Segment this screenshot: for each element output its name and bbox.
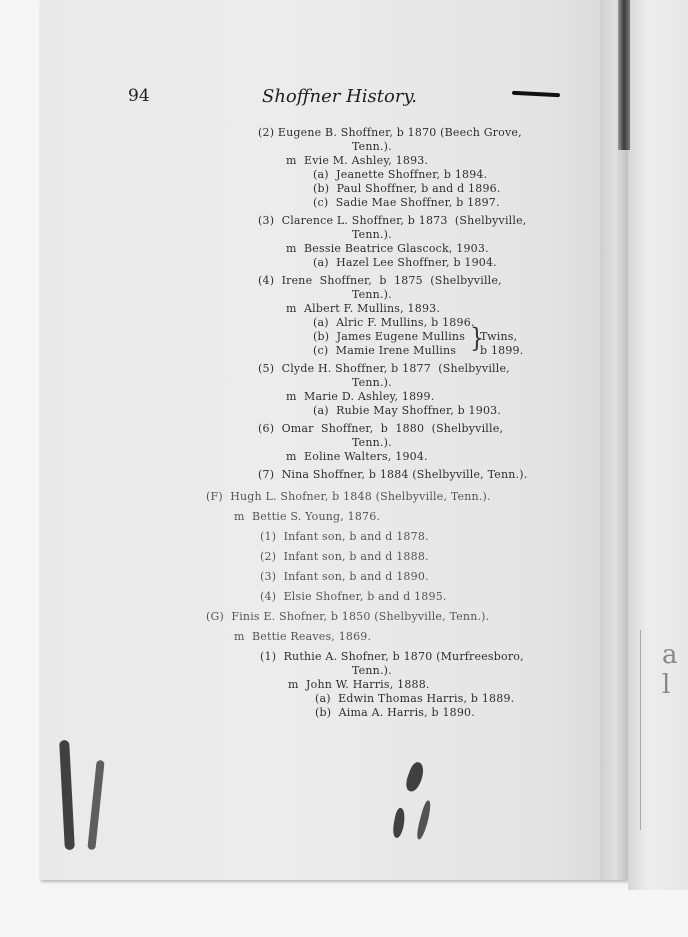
entry-line: (b) James Eugene Mullins [313,330,466,343]
entry-line: Twins, [480,330,518,343]
entry-line: (3) Clarence L. Shoffner, b 1873 (Shelbyville, [258,214,527,227]
entry-line: (G) Finis E. Shofner, b 1850 (Shelbyville, Tenn.). [206,610,490,623]
entry-line: (a) Alric F. Mullins, b 1896. [313,316,475,329]
entry-line: (a) Rubie May Shoffner, b 1903. [313,404,502,417]
entry-line: (1) Ruthie A. Shofner, b 1870 (Murfreesboro, [260,650,524,663]
entry-line: (a) Edwin Thomas Harris, b 1889. [315,692,515,705]
page-number: 94 [128,86,150,106]
entry-line: (6) Omar Shoffner, b 1880 (Shelbyville, [258,422,504,435]
entry-line: m Albert F. Mullins, 1893. [286,302,441,315]
entry-line: (2) Eugene B. Shoffner, b 1870 (Beech Grove, [258,126,522,139]
entry-line: (F) Hugh L. Shofner, b 1848 (Shelbyville, Tenn.). [206,490,491,503]
entry-line: (1) Infant son, b and d 1878. [260,530,429,543]
entry-line: Tenn.). [352,436,392,449]
entry-line: (a) Hazel Lee Shoffner, b 1904. [313,256,497,269]
running-title: Shoffner History. [262,86,417,107]
entry-line: (b) Aima A. Harris, b 1890. [315,706,475,719]
entry-line: m Bettie Reaves, 1869. [234,630,372,643]
entry-line: m Evie M. Ashley, 1893. [286,154,429,167]
entry-line: Tenn.). [352,664,392,677]
book-spine [618,0,630,150]
twins-brace: } [470,323,484,354]
entry-line: (c) Sadie Mae Shoffner, b 1897. [313,196,500,209]
entry-line: (c) Mamie Irene Mullins [313,344,457,357]
entry-line: (4) Irene Shoffner, b 1875 (Shelbyville, [258,274,502,287]
entry-line: (4) Elsie Shofner, b and d 1895. [260,590,447,603]
entry-line: (b) Paul Shoffner, b and d 1896. [313,182,501,195]
entry-line: Tenn.). [352,288,392,301]
entry-line: (a) Jeanette Shoffner, b 1894. [313,168,488,181]
entry-line: (2) Infant son, b and d 1888. [260,550,429,563]
entry-line: (5) Clyde H. Shoffner, b 1877 (Shelbyville, [258,362,510,375]
entry-line: m Marie D. Ashley, 1899. [286,390,435,403]
entry-line: (3) Infant son, b and d 1890. [260,570,429,583]
entry-line: Tenn.). [352,228,392,241]
entry-line: b 1899. [480,344,524,357]
entry-line: (7) Nina Shoffner, b 1884 (Shelbyville, Tenn.). [258,468,528,481]
entry-line: m Eoline Walters, 1904. [286,450,428,463]
entry-line: m John W. Harris, 1888. [288,678,430,691]
entry-line: Tenn.). [352,140,392,153]
entry-line: m Bessie Beatrice Glascock, 1903. [286,242,489,255]
adjacent-page-handwriting: a l [662,640,678,700]
entry-line: m Bettie S. Young, 1876. [234,510,381,523]
entry-line: Tenn.). [352,376,392,389]
